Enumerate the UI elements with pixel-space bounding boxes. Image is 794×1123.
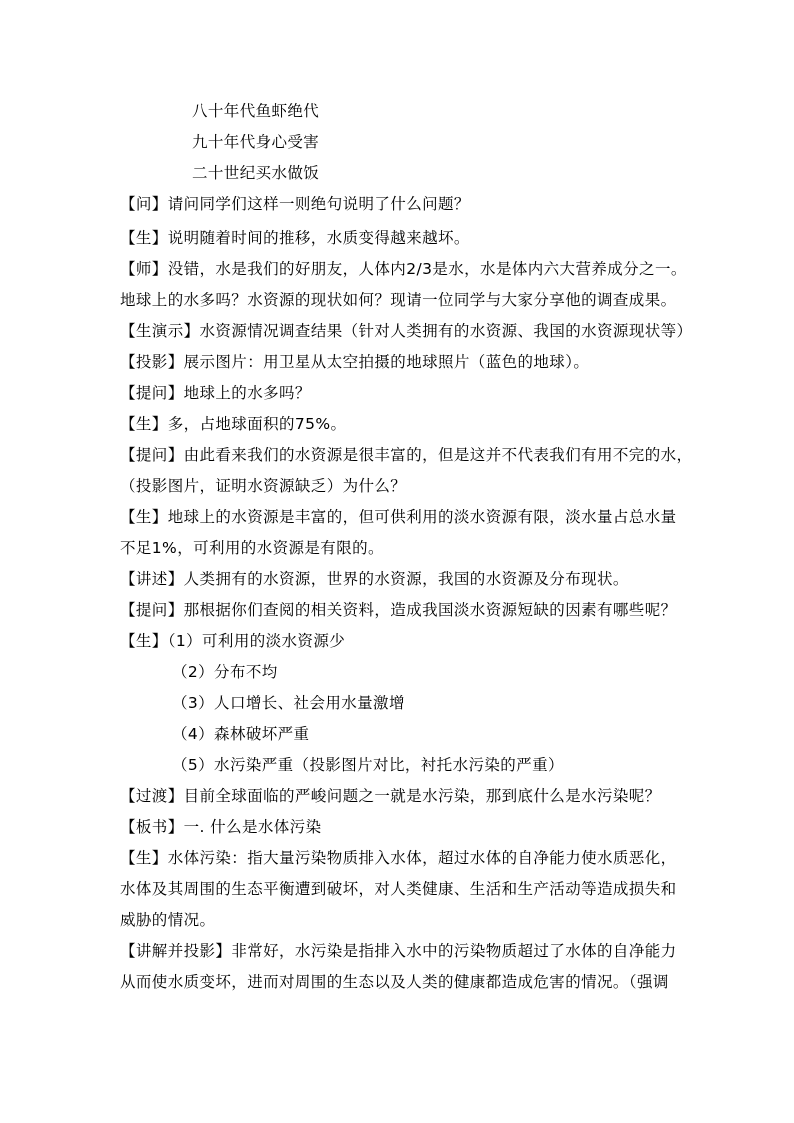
line-text: 请问同学们这样一则绝句说明了什么问题？: [167, 195, 470, 213]
speaker-tag: 【生】: [120, 849, 168, 867]
speaker-tag: 【生】: [120, 229, 168, 247]
dialogue-line: [120, 631, 345, 651]
dialogue-line: [120, 817, 321, 837]
dialogue-line: [120, 414, 346, 434]
line-text: 不足1%，可利用的水资源是有限的。: [120, 539, 384, 557]
dialogue-line: [120, 569, 629, 589]
line-text: 目前全球面临的严峻问题之一就是水污染，那到底什么是水污染呢？: [183, 787, 661, 805]
dialogue-line: [120, 476, 406, 496]
dialogue-line: [120, 538, 384, 558]
line-text: 地球上的水资源是丰富的，但可供利用的淡水资源有限，淡水量占总水量: [167, 508, 677, 526]
line-text: 由此看来我们的水资源是很丰富的，但是这并不代表我们有用不完的水，: [183, 446, 693, 464]
poem-line: 二十世纪买水做饭: [192, 164, 320, 182]
dialogue-line: [120, 786, 661, 806]
line-text: 一. 什么是水体污染: [183, 818, 322, 836]
speaker-tag: 【生】: [120, 508, 168, 526]
line-text: 水体及其周围的生态平衡遭到破坏，对人类健康、生活和生产活动等造成损失和: [120, 880, 677, 898]
dialogue-line: [120, 445, 692, 465]
dialogue-line: [120, 600, 677, 620]
dialogue-line: [120, 507, 677, 527]
line-text: 从而使水质变坏，进而对周围的生态以及人类的健康都造成危害的情况。（强调: [120, 973, 669, 991]
speaker-tag: 【生演示】: [120, 322, 200, 340]
dialogue-line: [120, 228, 470, 248]
speaker-tag: 【问】: [120, 195, 168, 213]
poem-line: 八十年代鱼虾绝代: [192, 102, 320, 120]
line-text: （投影图片，证明水资源缺乏）为什么？: [120, 477, 407, 495]
line-text: 水体污染：指大量污染物质排入水体，超过水体的自净能力使水质恶化，: [167, 849, 677, 867]
speaker-tag: 【生】: [120, 415, 168, 433]
line-text: 人类拥有的水资源，世界的水资源，我国的水资源及分布现状。: [183, 570, 629, 588]
dialogue-line: [120, 879, 677, 899]
speaker-tag: 【提问】: [120, 601, 184, 619]
line-text: 水资源情况调查结果（针对人类拥有的水资源、我国的水资源现状等）: [199, 322, 693, 340]
list-item: （5）水污染严重（投影图片对比，衬托水污染的严重）: [172, 756, 564, 774]
speaker-tag: 【讲解并投影】: [120, 942, 232, 960]
speaker-tag: 【板书】: [120, 818, 184, 836]
dialogue-line: [120, 352, 589, 372]
list-item: （4）森林破坏严重: [172, 725, 310, 743]
speaker-tag: 【提问】: [120, 384, 184, 402]
dialogue-line: [120, 848, 677, 868]
speaker-tag: 【生】: [120, 632, 168, 650]
line-text: 那根据你们查阅的相关资料，造成我国淡水资源短缺的因素有哪些呢？: [183, 601, 677, 619]
line-text: 展示图片：用卫星从太空拍摄的地球照片（蓝色的地球）。: [183, 353, 590, 371]
speaker-tag: 【提问】: [120, 446, 184, 464]
line-text: 非常好，水污染是指排入水中的污染物质超过了水体的自净能力: [231, 942, 677, 960]
list-item: （3）人口增长、社会用水量激增: [172, 694, 405, 712]
line-text: 没错，水是我们的好朋友，人体内2/3是水，水是体内六大营养成分之一。: [167, 260, 687, 278]
dialogue-line: [120, 383, 311, 403]
speaker-tag: 【过渡】: [120, 787, 184, 805]
speaker-tag: 【讲述】: [120, 570, 184, 588]
dialogue-line: [120, 972, 669, 992]
dialogue-line: [120, 290, 677, 310]
line-text: 威胁的情况。: [120, 911, 216, 929]
dialogue-line: [120, 194, 470, 214]
line-text: （1）可利用的淡水资源少: [167, 632, 346, 650]
poem-line: 九十年代身心受害: [192, 133, 320, 151]
line-text: 说明随着时间的推移，水质变得越来越坏。: [167, 229, 470, 247]
list-item: （2）分布不均: [172, 663, 278, 681]
dialogue-line: [120, 259, 687, 279]
speaker-tag: 【投影】: [120, 353, 184, 371]
dialogue-line: [120, 941, 677, 961]
line-text: 多，占地球面积的75%。: [167, 415, 347, 433]
dialogue-line: [120, 910, 215, 930]
line-text: 地球上的水多吗？: [183, 384, 311, 402]
line-text: 地球上的水多吗？水资源的现状如何？现请一位同学与大家分享他的调查成果。: [120, 291, 677, 309]
speaker-tag: 【师】: [120, 260, 168, 278]
dialogue-line: [120, 321, 692, 341]
